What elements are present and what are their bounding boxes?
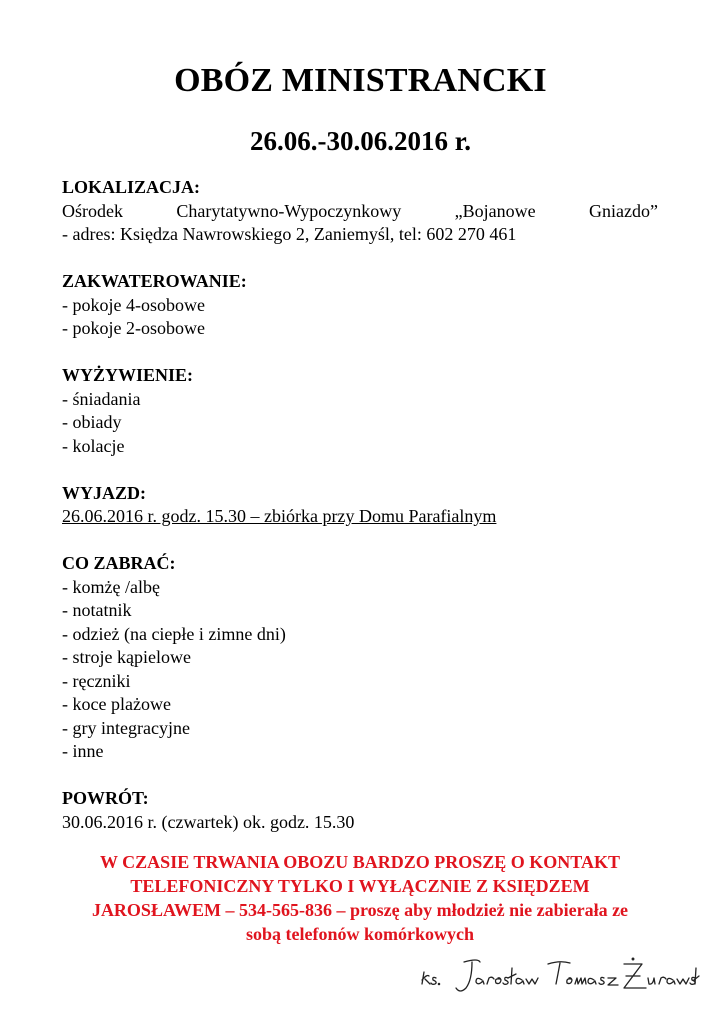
departure-heading: WYJAZD: (62, 482, 146, 503)
list-item: - pokoje 2-osobowe (62, 318, 205, 338)
location-center-name (62, 200, 658, 224)
list-item: - ręczniki (62, 670, 131, 691)
meals-section (62, 364, 658, 458)
list-item: - inne (62, 741, 104, 761)
return-heading: POWRÓT: (62, 788, 149, 808)
list-item: - stroje kąpielowe (62, 647, 191, 667)
camp-dates: 26.06.-30.06.2016 r. (250, 126, 471, 156)
handwritten-signature (420, 954, 700, 1004)
document-title: OBÓZ MINISTRANCKI (174, 62, 547, 99)
location-word: Ośrodek (62, 200, 123, 221)
notice-line: JAROSŁAWEM – 534-565-836 – proszę aby młodzież nie zabierała ze (91, 900, 629, 920)
accommodation-section (62, 270, 658, 341)
notice-line: sobą telefonów komórkowych (246, 924, 474, 944)
location-address: - adres: Księdza Nawrowskiego 2, Zaniemyśl, tel: 602 270 461 (62, 224, 517, 244)
list-item: - gry integracyjne (62, 717, 190, 738)
meals-heading: WYŻYWIENIE: (62, 365, 194, 385)
notice-line: W CZASIE TRWANIA OBOZU BARDZO PROSZĘ O KONTAKT (100, 852, 620, 872)
packing-heading: CO ZABRAĆ: (62, 553, 176, 573)
location-word: Charytatywno-Wypoczynkowy (176, 200, 402, 221)
return-text: 30.06.2016 r. (czwartek) ok. godz. 15.30 (62, 811, 355, 832)
phone-notice (60, 850, 660, 946)
list-item: - koce plażowe (62, 694, 171, 714)
list-item: - notatnik (62, 600, 132, 620)
list-item: - pokoje 4-osobowe (62, 294, 205, 315)
location-word: „Bojanowe (454, 200, 536, 221)
departure-section (62, 482, 658, 529)
location-heading: LOKALIZACJA: (62, 177, 201, 197)
list-item: - odzież (na ciepłe i zimne dni) (62, 623, 286, 644)
document-body (62, 176, 658, 858)
accommodation-heading: ZAKWATEROWANIE: (62, 271, 247, 291)
list-item: - obiady (62, 412, 122, 432)
location-word: Gniazdo” (589, 200, 658, 221)
notice-line: TELEFONICZNY TYLKO I WYŁĄCZNIE Z KSIĘDZEM (130, 876, 590, 896)
list-item: - komżę /albę (62, 576, 160, 597)
list-item: - kolacje (62, 435, 125, 456)
departure-text: 26.06.2016 r. godz. 15.30 – zbiórka przy Domu Parafialnym (62, 506, 497, 526)
location-section (62, 176, 658, 247)
list-item: - śniadania (62, 388, 141, 409)
return-section (62, 787, 658, 834)
packing-section (62, 552, 658, 764)
